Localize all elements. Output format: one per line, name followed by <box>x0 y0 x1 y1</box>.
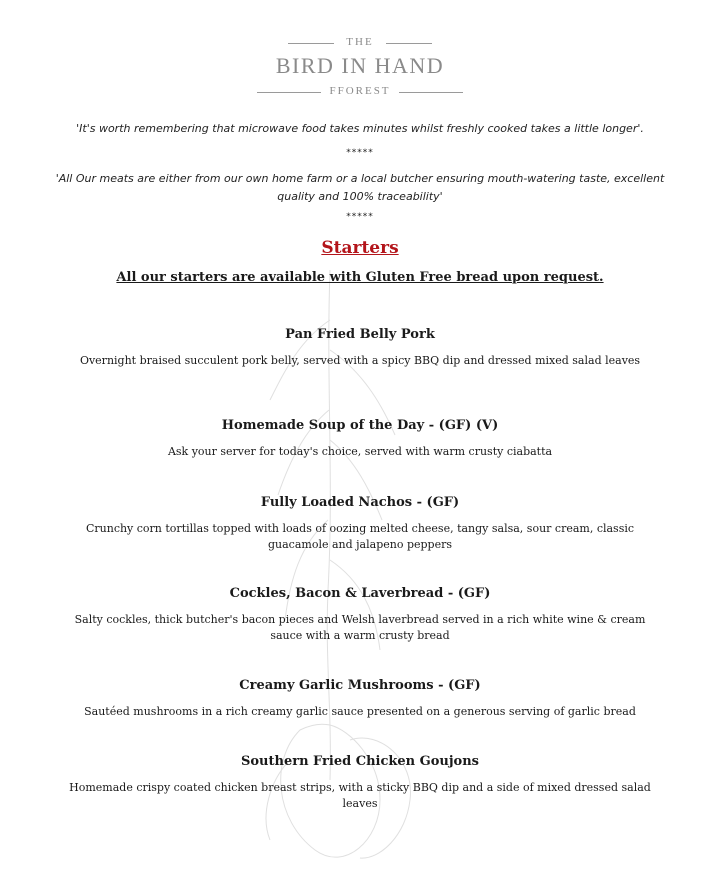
menu-item-description: Homemade crispy coated chicken breast strips, with a sticky BBQ dip and a side of mixed dressed salad leaves <box>69 781 651 810</box>
menu-item-description: Overnight braised succulent pork belly, served with a spicy BBQ dip and dressed mixed salad leaves <box>79 354 641 367</box>
meats-quote: 'All Our meats are either from our own home farm or a local butcher ensuring mouth-watering taste, excellent quality and 100% traceability' <box>55 172 665 203</box>
gluten-free-notice: All our starters are available with Gluten Free bread upon request. <box>116 270 604 285</box>
menu-item-title: Fully Loaded Nachos - (GF) <box>260 495 460 510</box>
stars-divider-2: ***** <box>346 212 374 222</box>
menu-item-title: Southern Fried Chicken Goujons <box>240 754 480 769</box>
menu-item-description: Crunchy corn tortillas topped with loads of oozing melted cheese, tangy salsa, sour cream, classic guacamole and jalapeno peppers <box>85 522 635 551</box>
restaurant-logo <box>0 30 720 98</box>
menu-item-description: Sautéed mushrooms in a rich creamy garlic sauce presented on a generous serving of garlic bread <box>84 705 636 718</box>
logo-name: BIRD IN HAND <box>275 53 445 78</box>
menu-item-title: Homemade Soup of the Day - (GF) (V) <box>221 418 499 433</box>
stars-divider-1: ***** <box>346 148 374 158</box>
logo-location: FFOREST <box>329 85 391 97</box>
menu-item-title: Creamy Garlic Mushrooms - (GF) <box>239 678 481 693</box>
menu-item-title: Pan Fried Belly Pork <box>285 327 435 342</box>
section-title: Starters <box>321 238 399 258</box>
microwave-quote: 'It's worth remembering that microwave food takes minutes whilst freshly cooked takes a little longer'. <box>76 122 644 135</box>
logo-the: THE <box>346 36 374 48</box>
menu-item-description: Ask your server for today's choice, served with warm crusty ciabatta <box>167 445 553 458</box>
menu-item-description: Salty cockles, thick butcher's bacon pieces and Welsh laverbread served in a rich white wine & cream sauce with a warm crusty bread <box>74 613 646 642</box>
menu-item-title: Cockles, Bacon & Laverbread - (GF) <box>229 586 491 601</box>
